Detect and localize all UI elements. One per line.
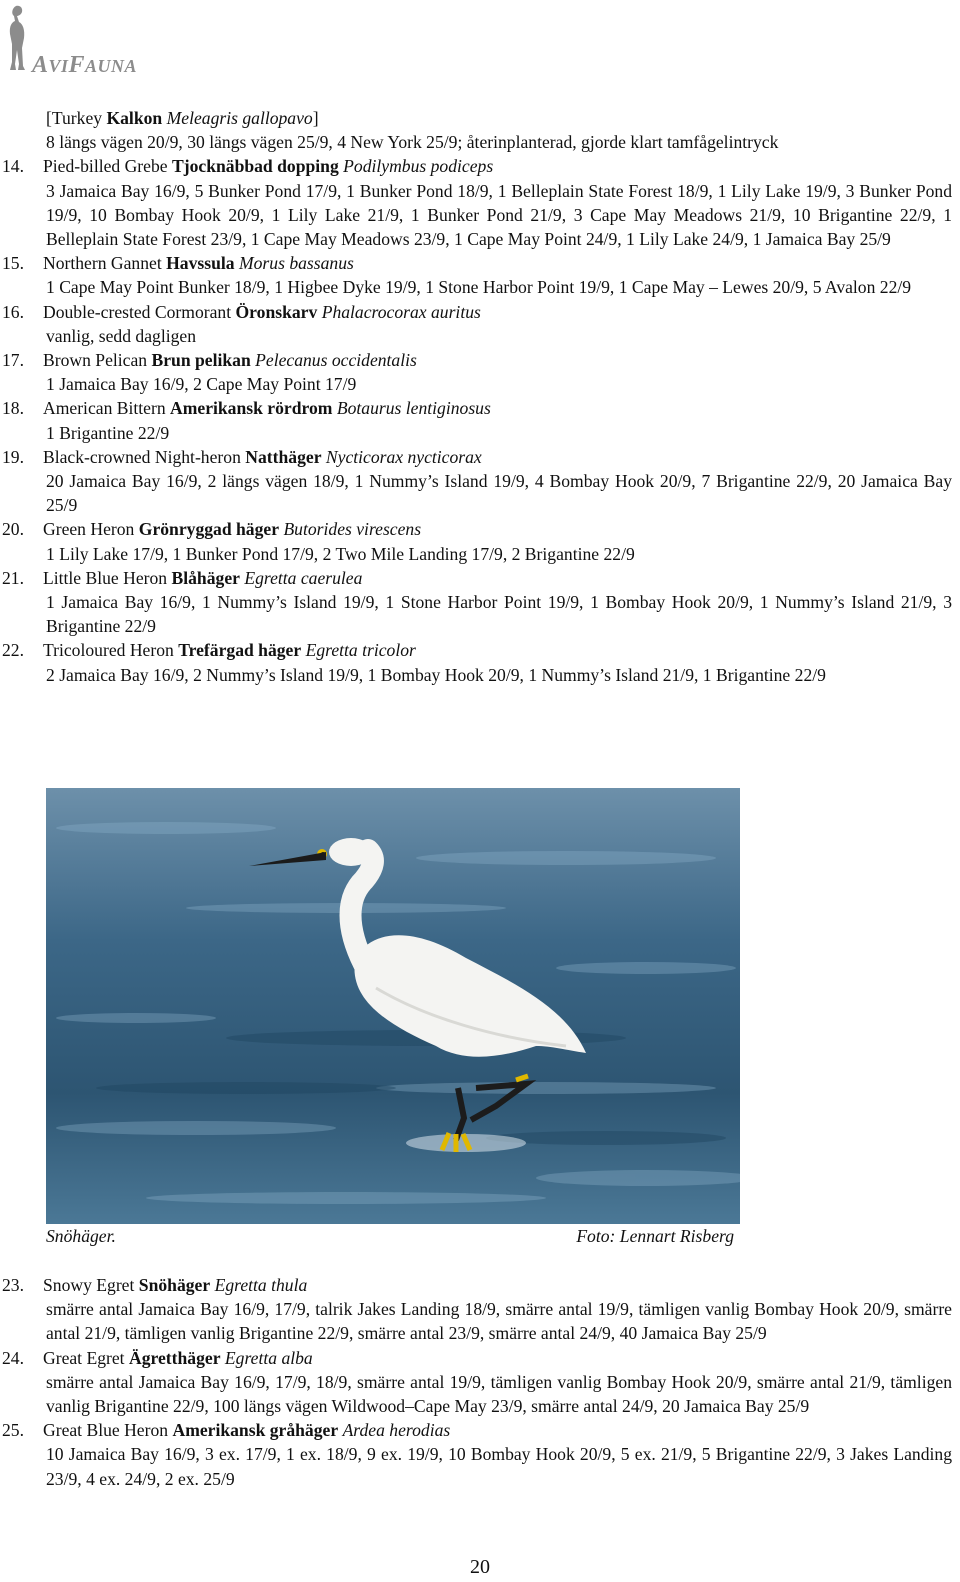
entry-number: 23. [2, 1275, 24, 1295]
latin-name: Nycticorax nycticorax [325, 446, 482, 467]
latin-name: Podilymbus podiceps [343, 156, 494, 177]
latin-name: Phalacrocorax auritus [321, 301, 481, 322]
species-heading [0, 1273, 960, 1297]
latin-name: Meleagris gallopavo [166, 108, 313, 128]
observation-text: 1 Brigantine 22/9 [46, 422, 170, 443]
species-entry [0, 1273, 960, 1346]
swedish-name: Havssula [166, 253, 235, 274]
english-name: Pied-billed Grebe [43, 156, 168, 177]
latin-name: Ardea herodias [342, 1420, 451, 1441]
english-name: Black-crowned Night-heron [43, 446, 241, 467]
species-heading [0, 251, 960, 275]
birdwatcher-figure-icon [4, 4, 34, 74]
entry-number: 20. [2, 519, 24, 540]
latin-name: Egretta alba [224, 1347, 313, 1368]
species-entry-turkey [0, 106, 960, 154]
observation-text: 20 Jamaica Bay 16/9, 2 längs vägen 18/9, 1 Nummy’s Island 19/9, 4 Bombay Hook 20/9, 7 Brigantine 22/9, 20 Jamaica Bay 25/9 [46, 471, 952, 516]
entry-number: 17. [2, 350, 24, 371]
species-heading [0, 1346, 960, 1370]
latin-name: Egretta caerulea [244, 567, 363, 588]
swedish-name: Brun pelikan [151, 350, 251, 371]
species-entry [0, 1418, 960, 1491]
species-entry [0, 566, 960, 639]
species-entry [0, 300, 960, 348]
caption-credit: Foto: Lennart Risberg [576, 1226, 734, 1246]
english-name: Northern Gannet [43, 253, 162, 274]
snowy-egret-photo [46, 788, 740, 1224]
swedish-name: Amerikansk gråhäger [172, 1420, 339, 1441]
entry-number: 22. [2, 640, 24, 661]
species-heading [0, 348, 960, 372]
species-heading [0, 638, 960, 662]
photo-caption [46, 1226, 740, 1250]
species-heading [0, 445, 960, 469]
latin-name: Butorides virescens [283, 519, 422, 540]
entry-number: 18. [2, 398, 24, 419]
swedish-name: Tjocknäbbad dopping [172, 156, 339, 177]
species-entry [0, 445, 960, 518]
species-heading [0, 300, 960, 324]
species-heading [0, 566, 960, 590]
observation-text: smärre antal Jamaica Bay 16/9, 17/9, 18/9, smärre antal 19/9, tämligen vanlig Bombay Hook 20/9, smärre antal 21/9, tämligen vanlig Brigantine 22/9, 100 längs vägen Wildwood–Cape May 23/9, smärre antal 24/9, 20 Jamaica Bay 25/9 [46, 1371, 952, 1417]
latin-name: Egretta thula [214, 1275, 308, 1295]
species-list-a [0, 154, 960, 686]
english-name: Brown Pelican [43, 350, 148, 371]
species-list-top [0, 106, 960, 687]
avifauna-logo [4, 4, 184, 78]
latin-name: Morus bassanus [238, 253, 354, 274]
species-heading [0, 1418, 960, 1442]
observation-text: 8 längs vägen 20/9, 30 längs vägen 25/9, 4 New York 25/9; återinplanterad, gjorde klart tamfågelintryck [46, 132, 779, 153]
species-entry [0, 154, 960, 251]
species-heading [0, 517, 960, 541]
entry-number: 14. [2, 156, 24, 177]
english-name: Snowy Egret [43, 1275, 135, 1295]
entry-number: 24. [2, 1347, 24, 1368]
swedish-name: Kalkon [106, 108, 163, 128]
english-name: Great Blue Heron [43, 1420, 169, 1441]
caption-title: Snöhäger. [46, 1226, 116, 1246]
swedish-name: Öronskarv [235, 301, 318, 322]
logo-wordmark: AVIFAUNA [32, 52, 138, 78]
entry-number: 19. [2, 446, 24, 467]
observation-text: 1 Lily Lake 17/9, 1 Bunker Pond 17/9, 2 Two Mile Landing 17/9, 2 Brigantine 22/9 [46, 543, 635, 564]
swedish-name: Blåhäger [171, 567, 240, 588]
species-heading: [Turkey Kalkon Meleagris gallopavo] [46, 108, 319, 128]
swedish-name: Snöhäger [138, 1275, 211, 1295]
english-name: Turkey [51, 108, 103, 128]
english-name: Little Blue Heron [43, 567, 168, 588]
observation-text: 3 Jamaica Bay 16/9, 5 Bunker Pond 17/9, 1 Bunker Pond 18/9, 1 Belleplain State Forest 18/9, 1 Lily Lake 19/9, 3 Bunker Pond 19/9, 10 Bombay Hook 20/9, 1 Lily Lake 21/9, 1 Bunker Pond 21/9, 3 Cape May Meadows 21/9, 10 Brigantine 22/9, 1 Belleplain State Forest 23/9, 1 Cape May Meadows 23/9, 1 Cape May Point 24/9, 1 Lily Lake 24/9, 1 Jamaica Bay 25/9 [46, 180, 952, 250]
species-entry [0, 638, 960, 686]
entry-number: 16. [2, 301, 24, 322]
species-entry [0, 396, 960, 444]
species-entry [0, 517, 960, 565]
english-name: Great Egret [43, 1347, 125, 1368]
species-entry [0, 1346, 960, 1419]
species-list-bottom [0, 1273, 960, 1491]
latin-name: Botaurus lentiginosus [336, 398, 491, 419]
species-heading [0, 154, 960, 178]
swedish-name: Ägretthäger [128, 1347, 221, 1368]
species-entry [0, 348, 960, 396]
observation-text: 2 Jamaica Bay 16/9, 2 Nummy’s Island 19/9, 1 Bombay Hook 20/9, 1 Nummy’s Island 21/9, 1 Brigantine 22/9 [46, 664, 826, 685]
species-entry [0, 251, 960, 299]
swedish-name: Grönryggad häger [138, 519, 280, 540]
observation-text: vanlig, sedd dagligen [46, 325, 197, 346]
observation-text: smärre antal Jamaica Bay 16/9, 17/9, talrik Jakes Landing 18/9, smärre antal 19/9, tämligen vanlig Bombay Hook 20/9, smärre antal 21/9, tämligen vanlig Brigantine 22/9, smärre antal 23/9, smärre antal 24/9, 40 Jamaica Bay 25/9 [46, 1299, 952, 1344]
latin-name: Pelecanus occidentalis [255, 350, 417, 371]
english-name: Green Heron [43, 519, 135, 540]
latin-name: Egretta tricolor [305, 640, 416, 661]
swedish-name: Amerikansk rördrom [170, 398, 333, 419]
english-name: Double-crested Cormorant [43, 301, 232, 322]
swedish-name: Natthäger [245, 446, 322, 467]
egret-photo-image [46, 788, 740, 1224]
entry-number: 15. [2, 253, 24, 274]
page-number: 20 [470, 1556, 490, 1578]
english-name: American Bittern [43, 398, 166, 419]
entry-number: 25. [2, 1420, 24, 1441]
observation-text: 1 Jamaica Bay 16/9, 2 Cape May Point 17/9 [46, 374, 357, 395]
species-list-b [0, 1273, 960, 1491]
observation-text: 1 Cape May Point Bunker 18/9, 1 Higbee Dyke 19/9, 1 Stone Harbor Point 19/9, 1 Cape May – Lewes 20/9, 5 Avalon 22/9 [46, 277, 912, 298]
swedish-name: Trefärgad häger [178, 640, 302, 661]
observation-text: 1 Jamaica Bay 16/9, 1 Nummy’s Island 19/9, 1 Stone Harbor Point 19/9, 1 Bombay Hook 20/9, 1 Nummy’s Island 21/9, 3 Brigantine 22/9 [46, 592, 952, 637]
entry-number: 21. [2, 567, 24, 588]
english-name: Tricoloured Heron [43, 640, 174, 661]
species-heading [0, 396, 960, 420]
observation-text: 10 Jamaica Bay 16/9, 3 ex. 17/9, 1 ex. 18/9, 9 ex. 19/9, 10 Bombay Hook 20/9, 5 ex. 21/9, 5 Brigantine 22/9, 3 Jakes Landing 23/9, 4 ex. 24/9, 2 ex. 25/9 [46, 1444, 952, 1489]
